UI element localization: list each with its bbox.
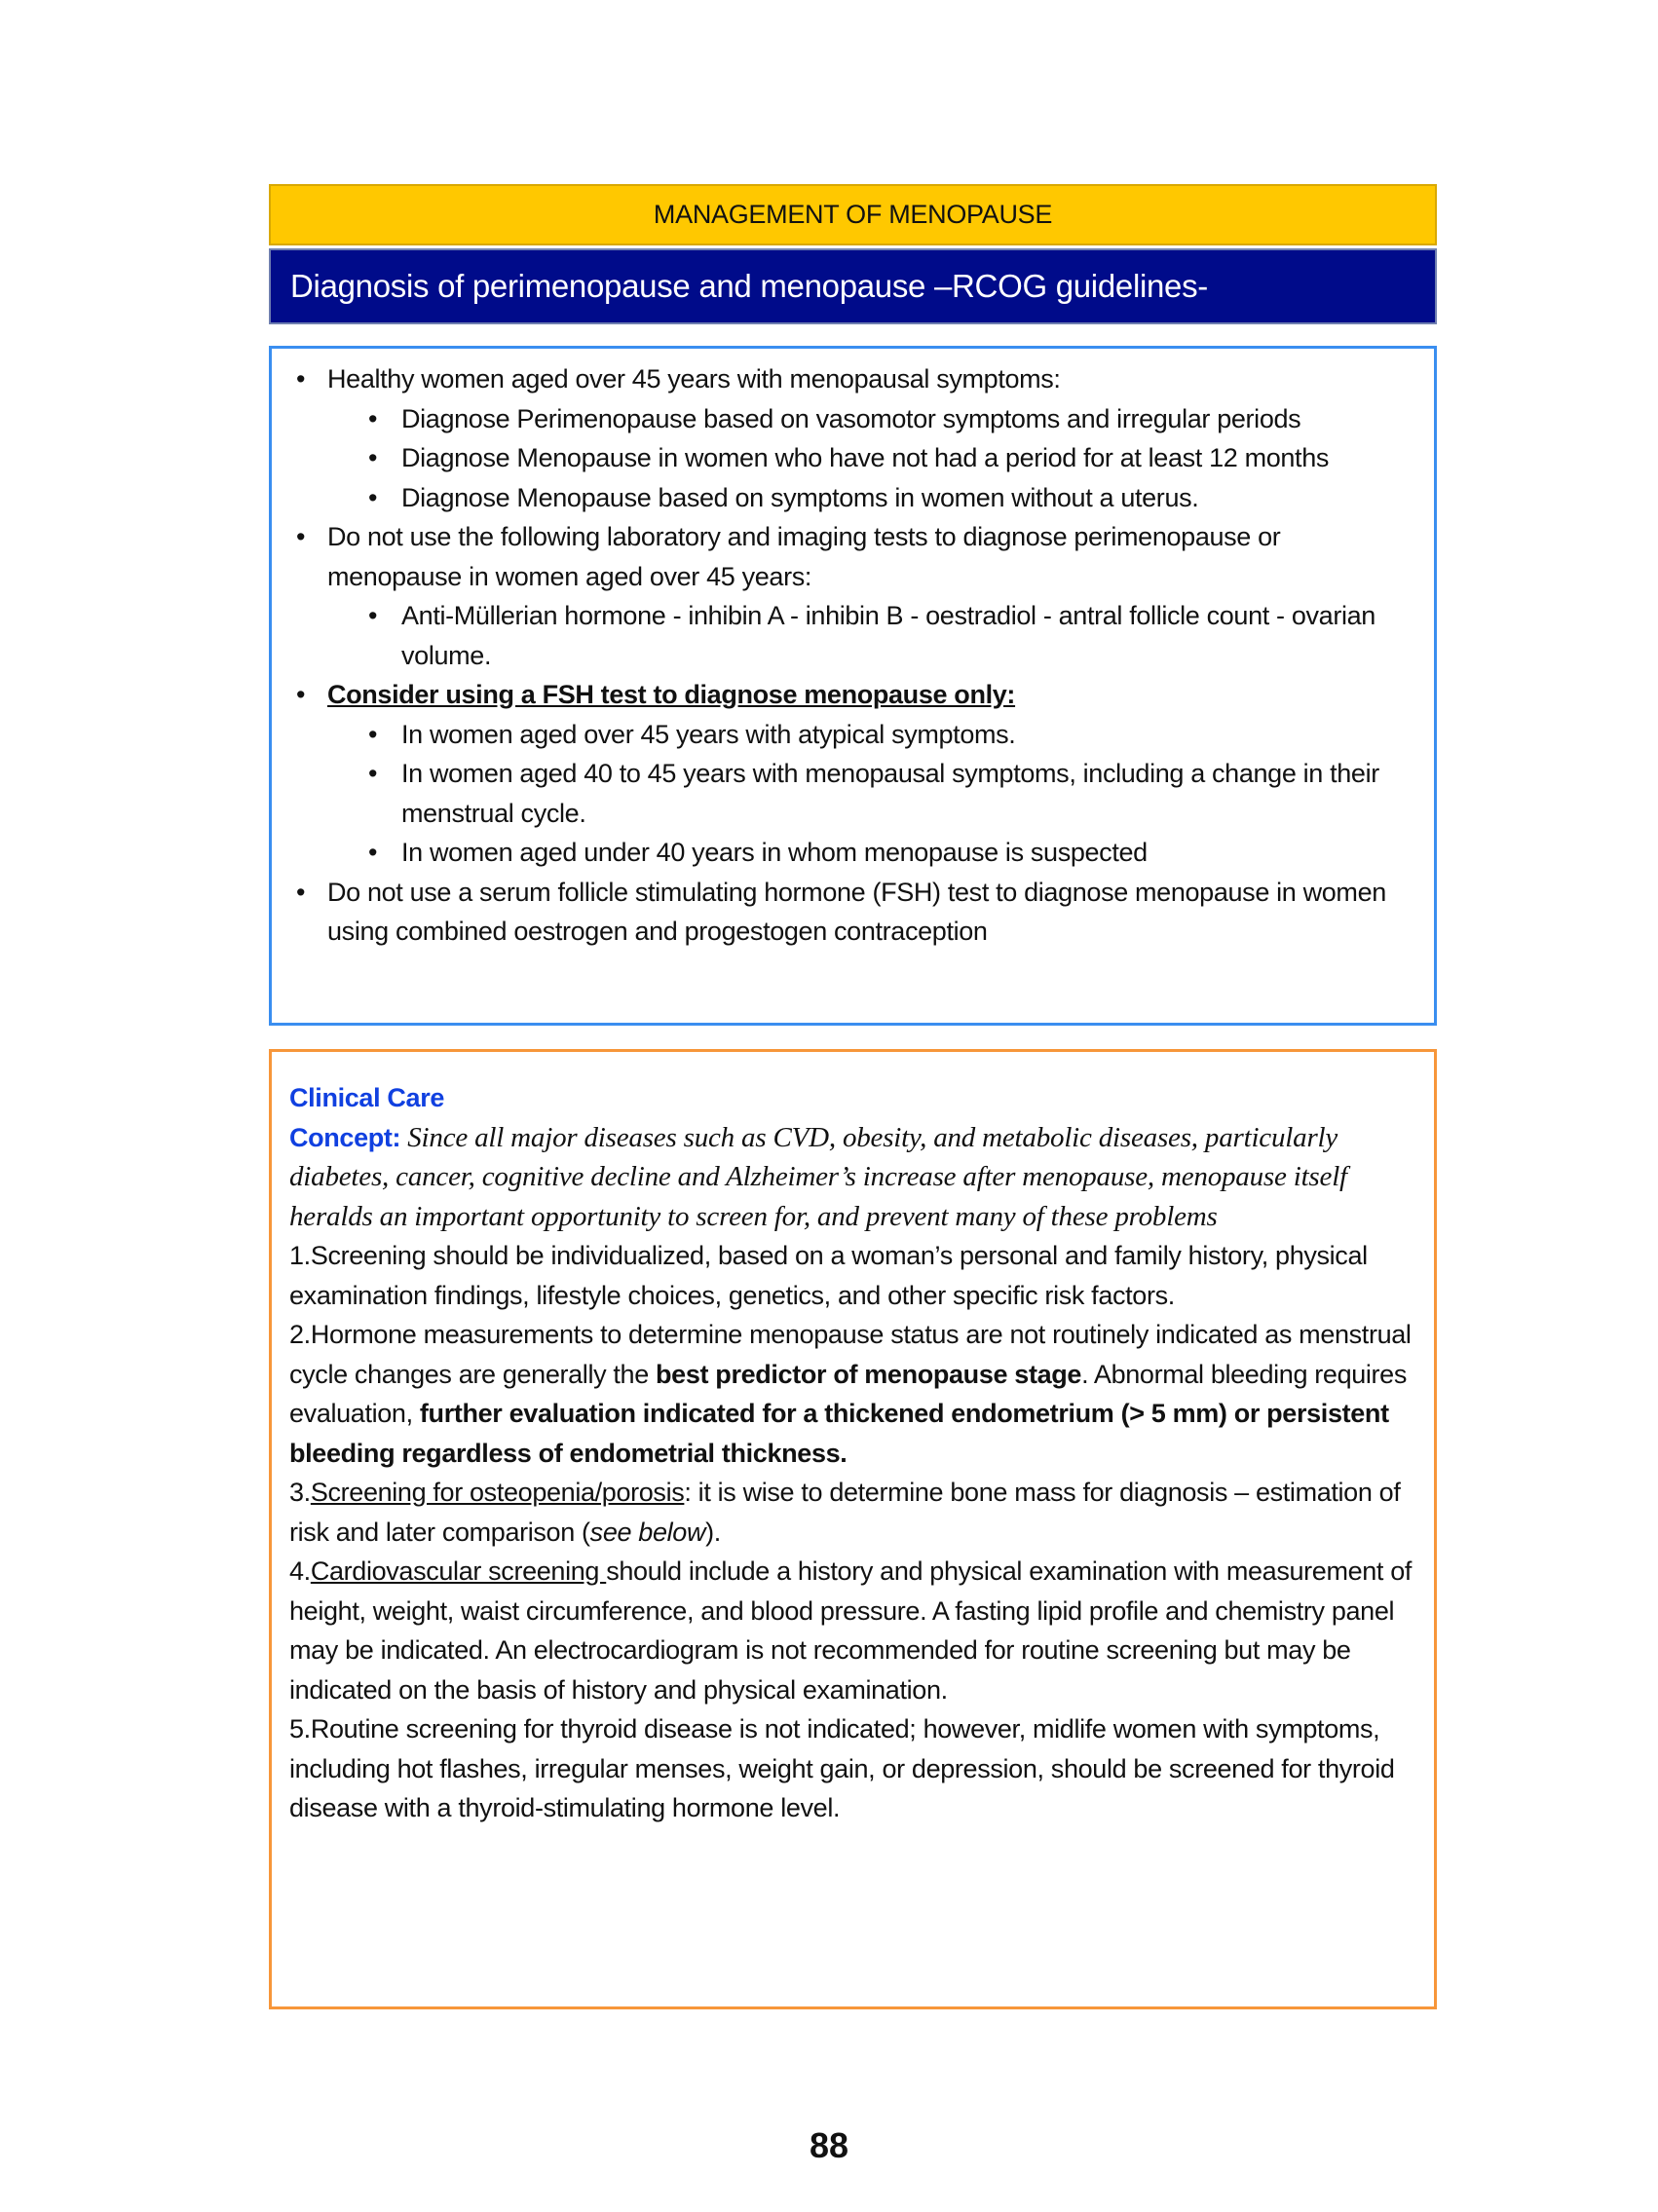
sub-bullet: • In women aged over 45 years with atypical symptoms. (272, 715, 1414, 755)
bullet: • Healthy women aged over 45 years with menopausal symptoms: (272, 359, 1414, 399)
p3-underlined: Screening for osteopenia/porosis (310, 1478, 685, 1507)
p2-bold: further evaluation indicated for a thickened endometrium (> 5 mm) or persistent bleeding regardless of endometrial thickness. (289, 1399, 1389, 1468)
bullet: • Do not use a serum follicle stimulating hormone (FSH) test to diagnose menopause in women using combined oestrogen and progestogen contraception (272, 873, 1414, 952)
p3-italic: see below (589, 1517, 706, 1547)
p4-underlined: Cardiovascular screening (310, 1556, 607, 1586)
diagnosis-box (269, 346, 1437, 1026)
sub-bullet: • In women aged 40 to 45 years with menopausal symptoms, including a change in their menstrual cycle. (272, 754, 1414, 833)
bullet-fsh-heading (272, 675, 1414, 715)
p3-text: : it is wise to determine bone mass for diagnosis – estimation of risk and later comparison ( (289, 1478, 1401, 1547)
paragraph-5: 5.Routine screening for thyroid disease is not indicated; however, midlife women with symptoms, including hot flashes, irregular menses, weight gain, or depression, should be screened for thyroid disease with a thyroid-stimulating hormone level. (289, 1714, 1395, 1822)
sub-bullet: • Diagnose Menopause based on symptoms in women without a uterus. (272, 478, 1414, 518)
sub-bullet: • Anti-Müllerian hormone - inhibin A - inhibin B - oestradiol - antral follicle count - ovarian volume. (272, 596, 1414, 675)
p3-num: 3. (289, 1478, 311, 1507)
page-title: Diagnosis of perimenopause and menopause –RCOG guidelines- (269, 248, 1437, 324)
fsh-heading: Consider using a FSH test to diagnose menopause only: (327, 680, 1016, 709)
p4-num: 4. (289, 1556, 311, 1586)
clinical-care-heading: Clinical Care (289, 1083, 445, 1112)
concept-text: Since all major diseases such as CVD, obesity, and metabolic diseases, particularly diabetes, cancer, cognitive decline and Alzheimer’s increase after menopause, menopause itself heralds an important opportunity to screen for, and prevent many of these problems (289, 1121, 1347, 1232)
p2-bold: best predictor of menopause stage (656, 1359, 1082, 1389)
p4-text: should include a history and physical examination with measurement of height, weight, waist circumference, and blood pressure. A fasting lipid profile and chemistry panel may be indicated. An electrocardiogram is not recommended for routine screening but may be indicated on the basis of history and physical examination. (289, 1556, 1413, 1705)
p2-text: . Abnormal bleeding requires evaluation, (289, 1359, 1408, 1428)
paragraph-1: 1.Screening should be individualized, based on a woman’s personal and family history, physical examination findings, lifestyle choices, genetics, and other specific risk factors. (289, 1241, 1368, 1310)
sub-bullet: • Diagnose Perimenopause based on vasomotor symptoms and irregular periods (272, 399, 1414, 439)
paragraph-3 (289, 1473, 1414, 1552)
paragraph-4 (289, 1552, 1414, 1709)
bullet: • Do not use the following laboratory and imaging tests to diagnose perimenopause or menopause in women aged over 45 years: (272, 517, 1414, 596)
page-number: 88 (809, 2125, 849, 2165)
paragraph-2 (289, 1315, 1414, 1473)
p2-text: 2.Hormone measurements to determine menopause status are not routinely indicated as menstrual cycle changes are generally the (289, 1320, 1412, 1389)
sub-bullet: • Diagnose Menopause in women who have not had a period for at least 12 months (272, 438, 1414, 478)
clinical-care-box (269, 1049, 1437, 2009)
concept-label: Concept: (289, 1122, 401, 1152)
concept-paragraph (289, 1118, 1414, 1237)
p3-text: ). (705, 1517, 721, 1547)
section-banner: MANAGEMENT OF MENOPAUSE (269, 184, 1437, 245)
sub-bullet: • In women aged under 40 years in whom menopause is suspected (272, 833, 1414, 873)
